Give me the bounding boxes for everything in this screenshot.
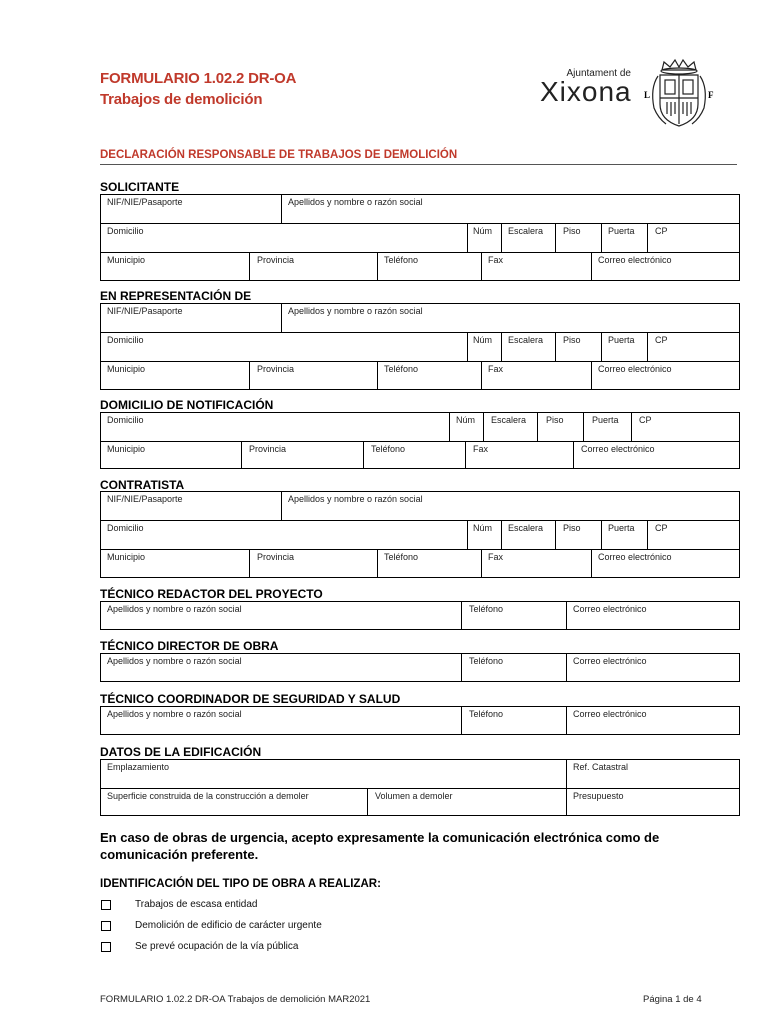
section-title-tecnico-redactor: TÉCNICO REDACTOR DEL PROYECTO <box>100 587 323 601</box>
provincia-label: Provincia <box>257 364 295 374</box>
cp-label: CP <box>655 226 668 236</box>
provincia-label: Provincia <box>257 552 295 562</box>
num-label: Núm <box>473 226 493 236</box>
cp-label: CP <box>639 415 652 425</box>
option-checkbox-demolicion-urgente[interactable] <box>101 921 111 931</box>
domicilio-label: Domicilio <box>107 335 144 345</box>
apellidos-label: Apellidos y nombre o razón social <box>288 306 423 316</box>
num-label: Núm <box>456 415 476 425</box>
heading-divider <box>100 164 737 165</box>
correo-label: Correo electrónico <box>573 604 647 614</box>
nif-label: NIF/NIE/Pasaporte <box>107 197 183 207</box>
telefono-label: Teléfono <box>371 444 406 454</box>
apellidos-label: Apellidos y nombre o razón social <box>288 494 423 504</box>
option-label-demolicion-urgente: Demolición de edificio de carácter urgente <box>135 920 322 931</box>
escalera-label: Escalera <box>508 335 544 345</box>
crest-letter-left: L <box>644 90 651 100</box>
correo-label: Correo electrónico <box>598 364 672 374</box>
fax-label: Fax <box>488 255 504 265</box>
correo-label: Correo electrónico <box>581 444 655 454</box>
correo-label: Correo electrónico <box>573 709 647 719</box>
option-label-escasa-entidad: Trabajos de escasa entidad <box>135 899 258 910</box>
municipio-label: Municipio <box>107 255 146 265</box>
option-checkbox-ocupacion-via[interactable] <box>101 942 111 952</box>
fax-label: Fax <box>473 444 489 454</box>
puerta-label: Puerta <box>608 335 635 345</box>
nif-label: NIF/NIE/Pasaporte <box>107 306 183 316</box>
form-title: FORMULARIO 1.02.2 DR-OA <box>100 70 297 87</box>
superficie-label: Superficie construida de la construcción a demoler <box>107 791 309 801</box>
telefono-label: Teléfono <box>469 604 504 614</box>
municipio-label: Municipio <box>107 364 146 374</box>
escalera-label: Escalera <box>491 415 527 425</box>
notificacion-box[interactable] <box>100 412 740 469</box>
section-title-representacion: EN REPRESENTACIÓN DE <box>100 289 252 303</box>
escalera-label: Escalera <box>508 226 544 236</box>
contratista-box[interactable] <box>100 491 740 578</box>
num-label: Núm <box>473 335 493 345</box>
cp-label: CP <box>655 335 668 345</box>
representacion-box[interactable] <box>100 303 740 390</box>
municipio-label: Municipio <box>107 552 146 562</box>
logo-small-text: Ajuntament de <box>566 68 631 79</box>
section-title-tecnico-director: TÉCNICO DIRECTOR DE OBRA <box>100 639 279 653</box>
tecnico-director-box[interactable] <box>100 653 740 682</box>
domicilio-label: Domicilio <box>107 523 144 533</box>
apellidos-label: Apellidos y nombre o razón social <box>107 656 242 666</box>
urgency-notice: En caso de obras de urgencia, acepto expresamente la comunicación electrónica como de comunicación preferente. <box>100 830 660 862</box>
piso-label: Piso <box>563 226 581 236</box>
domicilio-label: Domicilio <box>107 226 144 236</box>
edificacion-box[interactable] <box>100 759 740 816</box>
fax-label: Fax <box>488 364 504 374</box>
escalera-label: Escalera <box>508 523 544 533</box>
ref-catastral-label: Ref. Catastral <box>573 762 629 772</box>
correo-label: Correo electrónico <box>598 552 672 562</box>
main-heading: DECLARACIÓN RESPONSABLE DE TRABAJOS DE DEMOLICIÓN <box>100 149 458 161</box>
form-subtitle: Trabajos de demolición <box>100 91 263 108</box>
section-title-notificacion: DOMICILIO DE NOTIFICACIÓN <box>100 398 274 412</box>
tecnico-redactor-box[interactable] <box>100 601 740 630</box>
work-type-title: IDENTIFICACIÓN DEL TIPO DE OBRA A REALIZAR: <box>100 878 381 890</box>
telefono-label: Teléfono <box>384 552 419 562</box>
correo-label: Correo electrónico <box>573 656 647 666</box>
puerta-label: Puerta <box>592 415 619 425</box>
puerta-label: Puerta <box>608 226 635 236</box>
section-title-tecnico-coordinador: TÉCNICO COORDINADOR DE SEGURIDAD Y SALUD <box>100 692 401 706</box>
crest-letter-right: F <box>708 90 714 100</box>
tecnico-coordinador-box[interactable] <box>100 706 740 735</box>
telefono-label: Teléfono <box>469 709 504 719</box>
provincia-label: Provincia <box>257 255 295 265</box>
emplazamiento-label: Emplazamiento <box>107 762 170 772</box>
volumen-label: Volumen a demoler <box>375 791 453 801</box>
municipio-label: Municipio <box>107 444 146 454</box>
section-title-solicitante: SOLICITANTE <box>100 180 180 194</box>
domicilio-label: Domicilio <box>107 415 144 425</box>
cp-label: CP <box>655 523 668 533</box>
logo-big-text: Xixona <box>540 76 632 107</box>
apellidos-label: Apellidos y nombre o razón social <box>107 709 242 719</box>
telefono-label: Teléfono <box>469 656 504 666</box>
option-checkbox-escasa-entidad[interactable] <box>101 900 111 910</box>
municipality-logo <box>540 68 635 108</box>
puerta-label: Puerta <box>608 523 635 533</box>
telefono-label: Teléfono <box>384 255 419 265</box>
num-label: Núm <box>473 523 493 533</box>
nif-label: NIF/NIE/Pasaporte <box>107 494 183 504</box>
telefono-label: Teléfono <box>384 364 419 374</box>
apellidos-label: Apellidos y nombre o razón social <box>107 604 242 614</box>
section-title-contratista: CONTRATISTA <box>100 478 185 492</box>
correo-label: Correo electrónico <box>598 255 672 265</box>
option-label-ocupacion-via: Se prevé ocupación de la vía pública <box>135 941 299 952</box>
piso-label: Piso <box>563 523 581 533</box>
coat-of-arms-icon <box>642 58 716 130</box>
fax-label: Fax <box>488 552 504 562</box>
presupuesto-label: Presupuesto <box>573 791 624 801</box>
footer-page-number: Página 1 de 4 <box>643 994 702 1005</box>
piso-label: Piso <box>546 415 564 425</box>
footer-form-reference: FORMULARIO 1.02.2 DR-OA Trabajos de demolición MAR2021 <box>100 994 371 1005</box>
provincia-label: Provincia <box>249 444 287 454</box>
piso-label: Piso <box>563 335 581 345</box>
section-title-edificacion: DATOS DE LA EDIFICACIÓN <box>100 745 262 759</box>
solicitante-box[interactable] <box>100 194 740 281</box>
apellidos-label: Apellidos y nombre o razón social <box>288 197 423 207</box>
